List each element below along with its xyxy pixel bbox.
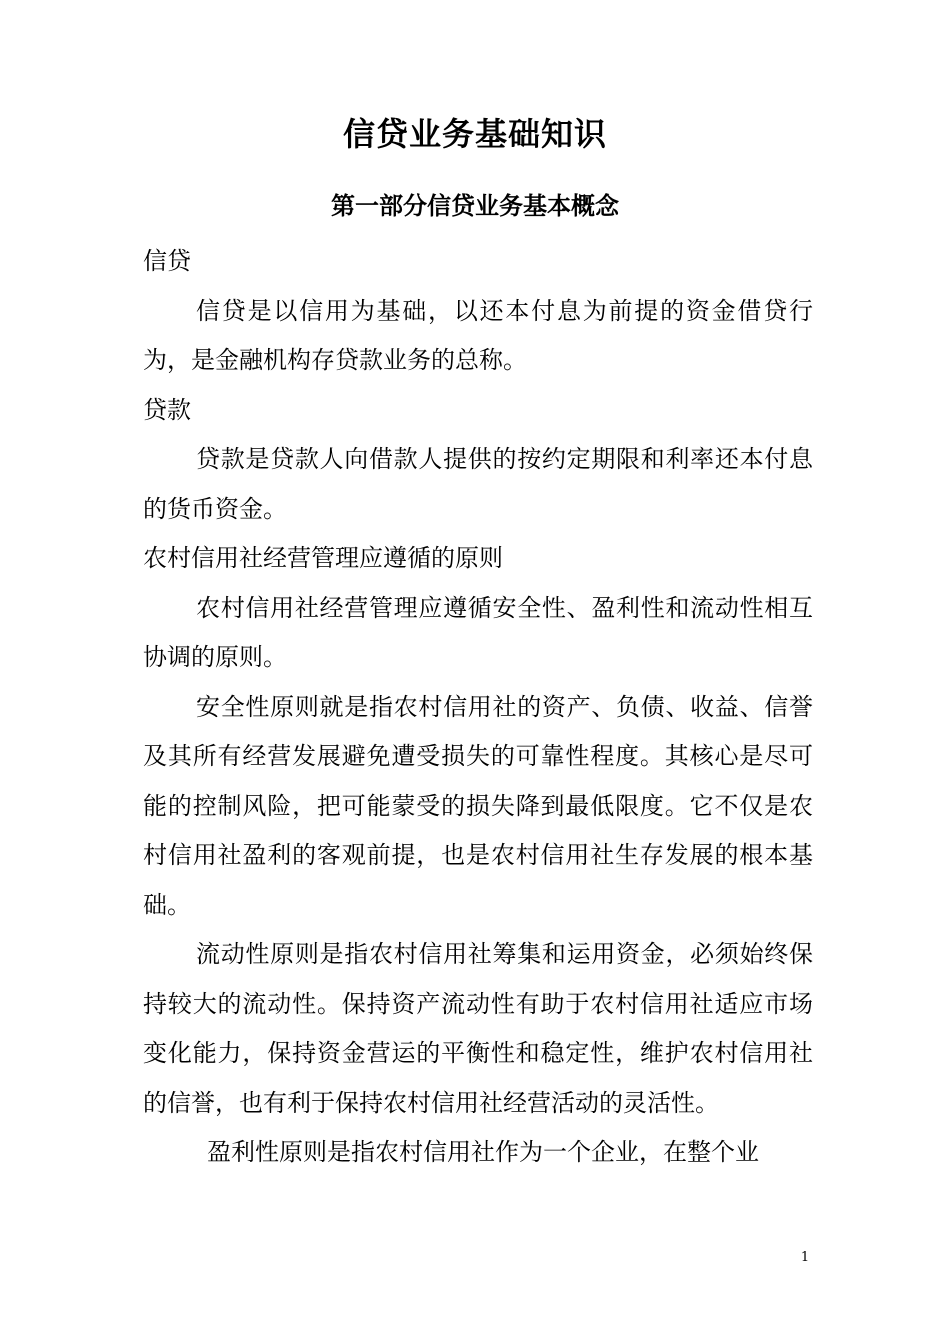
page-number: 1 (800, 1250, 810, 1265)
document-subtitle: 第一部分信贷业务基本概念 (331, 191, 619, 220)
document-body (143, 237, 813, 1178)
paragraph-safety-principle: 安全性原则就是指农村信用社的资产、负债、收益、信誉及其所有经营发展避免遭受损失的可靠性程度。其核心是尽可能的控制风险，把可能蒙受的损失降到最低限度。它不仅是农村信用社盈利的客观前提，也是农村信用社生存发展的根本基础。 (143, 692, 813, 919)
paragraph-credit-definition: 信贷是以信用为基础，以还本付息为前提的资金借贷行为，是金融机构存贷款业务的总称。 (143, 296, 813, 374)
section-heading-loan: 贷款 (143, 395, 191, 424)
document-title: 信贷业务基础知识 (342, 115, 607, 153)
paragraph-loan-definition: 贷款是贷款人向借款人提供的按约定期限和利率还本付息的货币资金。 (143, 445, 813, 523)
paragraph-liquidity-principle: 流动性原则是指农村信用社筹集和运用资金，必须始终保持较大的流动性。保持资产流动性有助于农村信用社适应市场变化能力，保持资金营运的平衡性和稳定性，维护农村信用社的信誉，也有利于保持农村信用社经营活动的灵活性。 (143, 940, 813, 1117)
paragraph-profitability-principle: 盈利性原则是指农村信用社作为一个企业，在整个业 (207, 1138, 759, 1166)
section-heading-credit: 信贷 (143, 247, 191, 275)
paragraph-principles-overview: 农村信用社经营管理应遵循安全性、盈利性和流动性相互协调的原则。 (143, 593, 813, 671)
section-heading-principles: 农村信用社经营管理应遵循的原则 (143, 544, 503, 572)
